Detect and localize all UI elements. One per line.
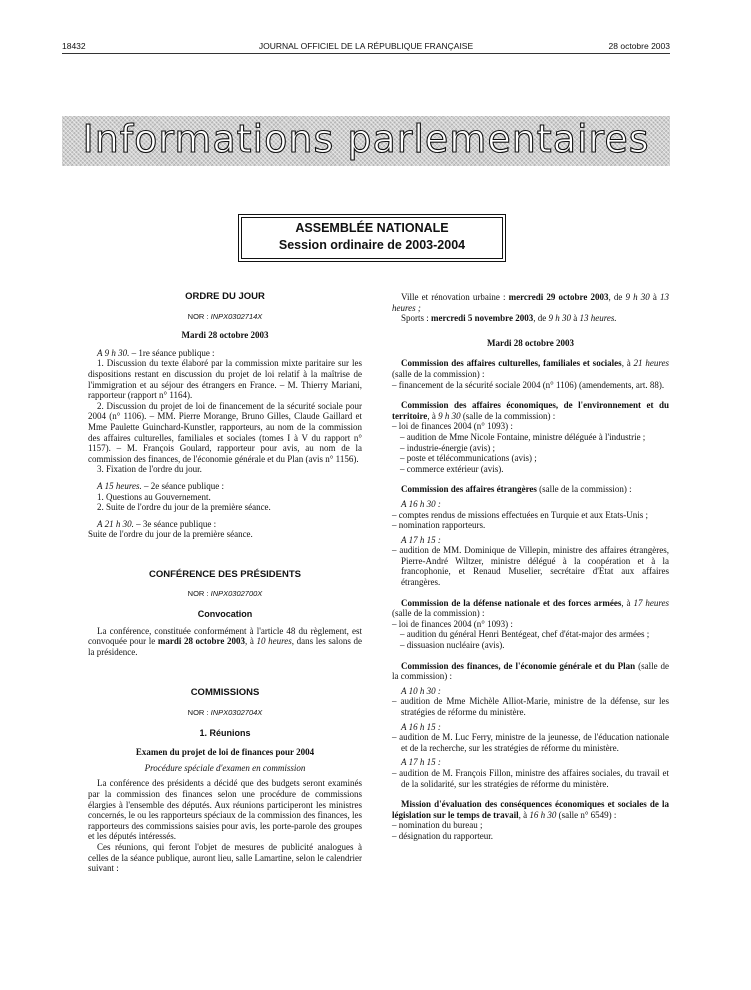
banner-title: Informations parlementaires <box>82 117 650 161</box>
commission-heading: Commission des affaires étrangères (salle de la commission) : <box>401 484 632 495</box>
agenda-time: A 16 h 30 : <box>401 498 441 509</box>
left-column <box>88 292 362 874</box>
calendar-paragraph: Ces réunions, qui feront l'objet de mesures de publicité analogues à celles de la séance publique, auront lieu, salle Lamartine, selon le calendrier suivant : <box>88 841 362 874</box>
agenda-item: – audition de Mme Michèle Alliot-Marie, ministre de la défense, sur les stratégies de réforme du ministère. <box>392 696 669 717</box>
agenda-subitem: – audition de Mme Nicole Fontaine, ministre déléguée à l'industrie ; <box>400 431 646 442</box>
convocation-heading: Convocation <box>197 609 253 620</box>
procedure-heading: Procédure spéciale d'examen en commission <box>144 762 306 773</box>
agenda-item: – audition de M. Luc Ferry, ministre de la jeunesse, de l'éducation nationale et de la recherche, sur les stratégies de réforme du ministère. <box>392 732 669 753</box>
issue-date: 28 octobre 2003 <box>608 41 670 51</box>
agenda-subitem: – industrie-énergie (avis) ; <box>400 442 496 453</box>
examen-heading: Examen du projet de loi de finances pour 2004 <box>135 747 315 758</box>
agenda-time: A 10 h 30 : <box>401 685 441 696</box>
commission-heading: Commission des finances, de l'économie générale et du Plan (salle de la commission) : <box>392 660 669 682</box>
conference-nor: NOR : INPX0302700X <box>187 589 263 599</box>
assembly-box <box>241 217 503 259</box>
agenda-item: – nomination du bureau ; <box>392 820 483 831</box>
seance-1-item: 2. Discussion du projet de loi de financement de la sécurité sociale pour 2004 (n° 1106). – MM. Pierre Morange, Bruno Gilles, Claude Gaillard et Mme Paulette Guinchard-Kunstler, rapporteurs, au nom de la commission des affaires culturelles, familiales et sociales (tomes I à V du rapport n° 1157). – M. François Goulard, rapporteur pour avis, au nom de la commission des finances, de l'économie générale et du Plan (avis n° 1156). <box>88 400 362 464</box>
agenda-item: – financement de la sécurité sociale 2004 (n° 1106) (amendements, art. 88). <box>392 379 665 390</box>
session-name: Session ordinaire de 2003-2004 <box>278 238 466 252</box>
seance-1-heading: A 9 h 30. – 1re séance publique : <box>97 347 215 358</box>
ordre-title: ORDRE DU JOUR <box>185 291 265 302</box>
agenda-subitem: – audition du général Henri Bentégeat, chef d'état-major des armées ; <box>400 629 650 640</box>
reunions-heading: 1. Réunions <box>199 727 251 738</box>
budget-schedule-line: Ville et rénovation urbaine : mercredi 29 octobre 2003, de 9 h 30 à 13 heures ; <box>392 292 669 313</box>
agenda-item: – loi de finances 2004 (n° 1093) : <box>392 618 513 629</box>
agenda-item: – comptes rendus de missions effectuées en Turquie et aux Etats-Unis ; <box>392 509 649 520</box>
header-rule <box>62 53 670 54</box>
agenda-time: A 17 h 15 : <box>401 534 441 545</box>
commissions-nor: NOR : INPX0302704X <box>187 708 263 718</box>
right-date: Mardi 28 octobre 2003 <box>486 337 575 348</box>
commission-heading: Mission d'évaluation des conséquences économiques et sociales de la législation sur le temps de travail, à 16 h 30 (salle n° 6549) : <box>392 799 669 820</box>
page-number: 18432 <box>62 41 86 51</box>
seance-2-item: 2. Suite de l'ordre du jour de la première séance. <box>97 502 271 513</box>
ordre-date: Mardi 28 octobre 2003 <box>181 330 269 341</box>
procedure-paragraph: La conférence des présidents a décidé que des budgets seront examinés par la commission des finances selon une procédure de commissions élargies à l'ensemble des députés. Aux réunions participeront les ministres concernés, le ou les rapporteurs spéciaux de la commission des finances, les rapporteurs des commissions saisies pour avis, les porte-parole des groupes et les députés intéressés. <box>88 778 362 842</box>
budget-schedule-line: Sports : mercredi 5 novembre 2003, de 9 h 30 à 13 heures. <box>401 313 617 324</box>
agenda-subitem: – poste et télécommunications (avis) ; <box>400 453 537 464</box>
agenda-item: – loi de finances 2004 (n° 1093) : <box>392 421 513 432</box>
assembly-name: ASSEMBLÉE NATIONALE <box>295 221 449 235</box>
commission-heading: Commission de la défense nationale et des forces armées, à 17 heures (salle de la commission) : <box>392 597 669 619</box>
conference-title: CONFÉRENCE DES PRÉSIDENTS <box>148 568 302 580</box>
seance-1-item: 3. Fixation de l'ordre du jour. <box>97 464 202 475</box>
seance-3-item: Suite de l'ordre du jour de la première séance. <box>88 529 253 540</box>
agenda-subitem: – dissuasion nucléaire (avis). <box>400 640 505 651</box>
seance-2-item: 1. Questions au Gouvernement. <box>97 491 211 502</box>
agenda-subitem: – commerce extérieur (avis). <box>400 463 504 474</box>
section-banner <box>62 116 670 166</box>
right-column <box>392 292 669 842</box>
commission-heading: Commission des affaires culturelles, familiales et sociales, à 21 heures (salle de la commission) : <box>392 358 669 379</box>
convocation-text: La conférence, constituée conformément à l'article 48 du règlement, est convoquée pour le mardi 28 octobre 2003, à 10 heures, dans les salons de la présidence. <box>88 625 362 657</box>
seance-1-item: 1. Discussion du texte élaboré par la commission mixte paritaire sur les dispositions restant en discussion du projet de loi relatif à la maîtrise de l'immigration et au séjour des étrangers en France. – M. Thierry Mariani, rapporteur (rapport n° 1164). <box>88 358 362 401</box>
agenda-time: A 16 h 15 : <box>401 721 441 732</box>
agenda-item: – audition de M. François Fillon, ministre des affaires sociales, du travail et de la solidarité, sur les stratégies de réforme du ministère. <box>392 767 669 789</box>
ordre-nor: NOR : INPX0302714X <box>187 311 263 321</box>
commission-heading: Commission des affaires économiques, de l'environnement et du territoire, à 9 h 30 (salle de la commission) : <box>392 400 669 421</box>
agenda-item: – audition de MM. Dominique de Villepin, ministre des affaires étrangères, Pierre-André Wiltzer, ministre délégué à la coopération et à la francophonie, et Renaud Muselier, secrétaire d'Etat aux affaires étrangères. <box>392 545 669 588</box>
seance-3-heading: A 21 h 30. – 3e séance publique : <box>97 518 217 529</box>
agenda-time: A 17 h 15 : <box>401 757 441 768</box>
agenda-item: – nomination rapporteurs. <box>392 520 486 531</box>
agenda-item: – désignation du rapporteur. <box>392 830 493 841</box>
commissions-title: COMMISSIONS <box>190 687 260 699</box>
journal-title: JOURNAL OFFICIEL DE LA RÉPUBLIQUE FRANÇAISE <box>258 41 474 51</box>
seance-2-heading: A 15 heures. – 2e séance publique : <box>97 480 224 491</box>
